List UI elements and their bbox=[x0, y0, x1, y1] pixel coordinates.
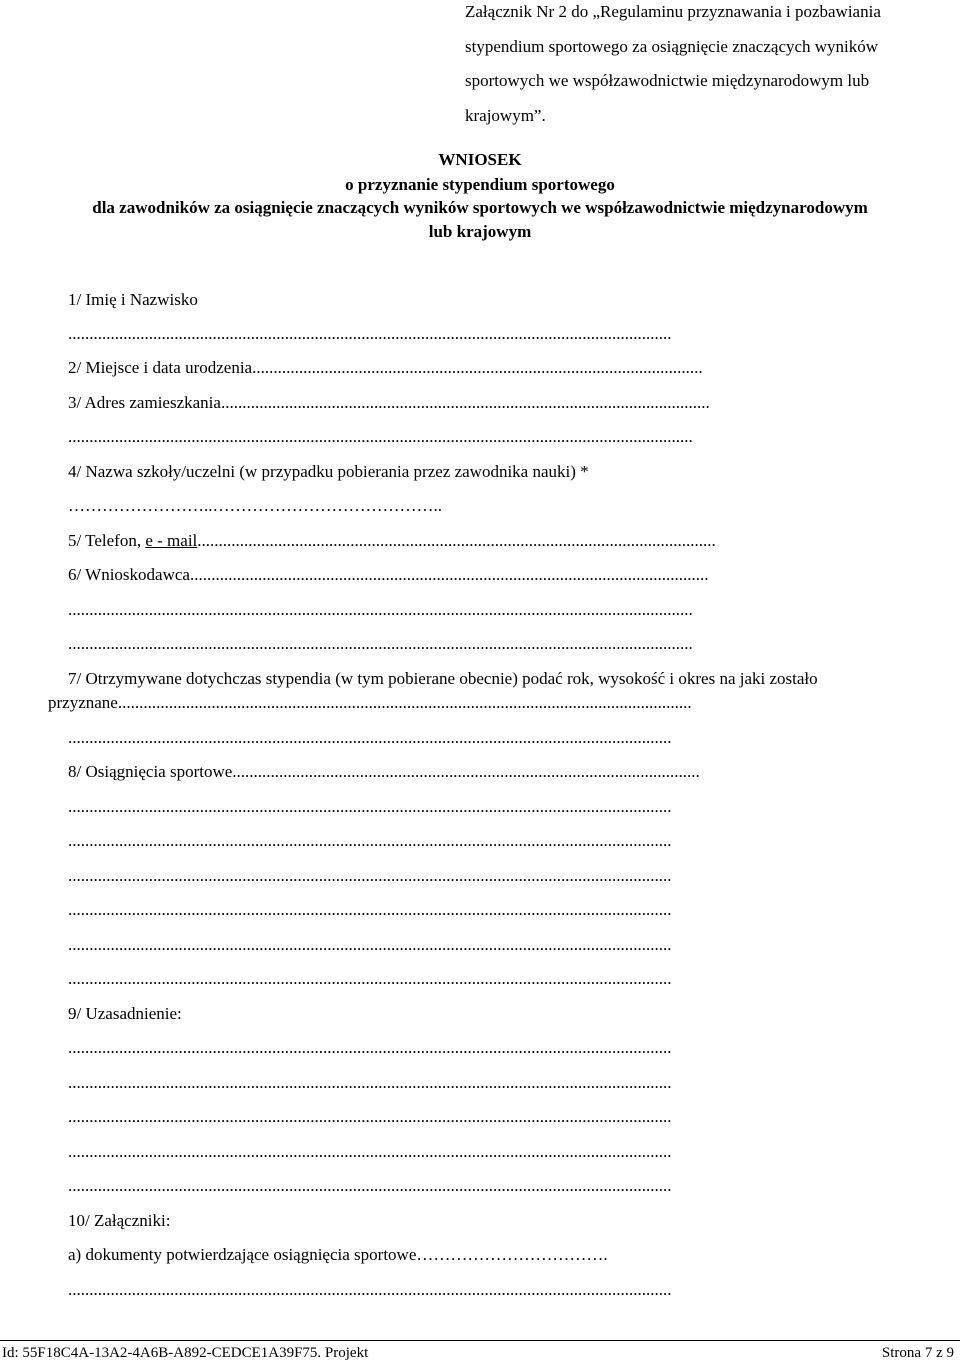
field-4-dots[interactable]: ……………………..………………………………….. bbox=[68, 496, 442, 515]
field-8-dots-3[interactable]: .............................................................................................................................................. bbox=[68, 866, 672, 885]
form-title: WNIOSEK bbox=[438, 150, 522, 169]
form-subtitle-1: o przyznanie stypendium sportowego bbox=[345, 175, 615, 194]
field-7-label-2[interactable]: przyznane....................................................................................................................................... bbox=[48, 693, 692, 712]
field-10-dots[interactable]: .............................................................................................................................................. bbox=[68, 1280, 672, 1299]
attachment-note-line-1: Załącznik Nr 2 do „Regulaminu przyznawania i pozbawiania bbox=[465, 2, 881, 21]
field-8-label[interactable]: 8/ Osiągnięcia sportowe.............................................................................................................. bbox=[68, 762, 700, 781]
field-8-dots-6[interactable]: .............................................................................................................................................. bbox=[68, 969, 672, 988]
form-subtitle-3: lub krajowym bbox=[428, 222, 532, 241]
field-9-label: 9/ Uzasadnienie: bbox=[68, 1004, 182, 1023]
field-10a-label[interactable]: a) dokumenty potwierdzające osiągnięcia sportowe……………………………. bbox=[68, 1245, 608, 1264]
field-3-label[interactable]: 3/ Adres zamieszkania................................................................................................................... bbox=[68, 393, 710, 412]
field-8-dots-1[interactable]: .............................................................................................................................................. bbox=[68, 797, 672, 816]
attachment-note-line-4: krajowym”. bbox=[465, 106, 546, 125]
field-8-dots-2[interactable]: .............................................................................................................................................. bbox=[68, 831, 672, 850]
field-9-dots-5[interactable]: .............................................................................................................................................. bbox=[68, 1176, 672, 1195]
field-6-dots-2[interactable]: ................................................................................................................................................... bbox=[68, 634, 693, 653]
field-10-label: 10/ Załączniki: bbox=[68, 1211, 171, 1230]
field-2-label[interactable]: 2/ Miejsce i data urodzenia.......................................................................................................... bbox=[68, 358, 703, 377]
field-7-label-1: 7/ Otrzymywane dotychczas stypendia (w tym pobierane obecnie) podać rok, wysokość i okres na jaki zostało bbox=[68, 669, 818, 688]
field-5-label-text: 5/ Telefon, bbox=[68, 531, 146, 550]
field-9-dots-4[interactable]: .............................................................................................................................................. bbox=[68, 1142, 672, 1161]
field-6-label[interactable]: 6/ Wnioskodawca.......................................................................................................................... bbox=[68, 565, 709, 584]
footer-document-id: Id: 55F18C4A-13A2-4A6B-A892-CEDCE1A39F75. Projekt bbox=[2, 1345, 369, 1361]
field-5-label[interactable] bbox=[68, 531, 716, 551]
attachment-note-line-2: stypendium sportowego za osiągnięcie znaczących wyników bbox=[465, 37, 879, 56]
field-1-label: 1/ Imię i Nazwisko bbox=[68, 290, 198, 309]
field-6-dots-1[interactable]: ................................................................................................................................................... bbox=[68, 600, 693, 619]
footer-page-number: Strona 7 z 9 bbox=[881, 1345, 954, 1361]
field-8-dots-5[interactable]: .............................................................................................................................................. bbox=[68, 935, 672, 954]
field-1-dots[interactable]: .............................................................................................................................................. bbox=[68, 324, 672, 343]
field-9-dots-3[interactable]: .............................................................................................................................................. bbox=[68, 1107, 672, 1126]
field-8-dots-4[interactable]: .............................................................................................................................................. bbox=[68, 900, 672, 919]
email-link[interactable]: e - mail bbox=[145, 531, 198, 550]
field-9-dots-2[interactable]: .............................................................................................................................................. bbox=[68, 1073, 672, 1092]
attachment-note-line-3: sportowych we współzawodnictwie międzynarodowym lub bbox=[465, 71, 870, 90]
field-4-label: 4/ Nazwa szkoły/uczelni (w przypadku pobierania przez zawodnika nauki) * bbox=[68, 462, 589, 481]
field-3-dots[interactable]: ................................................................................................................................................... bbox=[68, 427, 693, 446]
field-7-dots[interactable]: .............................................................................................................................................. bbox=[68, 728, 672, 747]
field-5-dots: .......................................................................................................................... bbox=[197, 531, 716, 550]
footer-divider bbox=[0, 1340, 960, 1341]
form-subtitle-2: dla zawodników za osiągnięcie znaczących wyników sportowych we współzawodnictwie międzynarodowym bbox=[92, 198, 868, 217]
field-9-dots-1[interactable]: .............................................................................................................................................. bbox=[68, 1038, 672, 1057]
